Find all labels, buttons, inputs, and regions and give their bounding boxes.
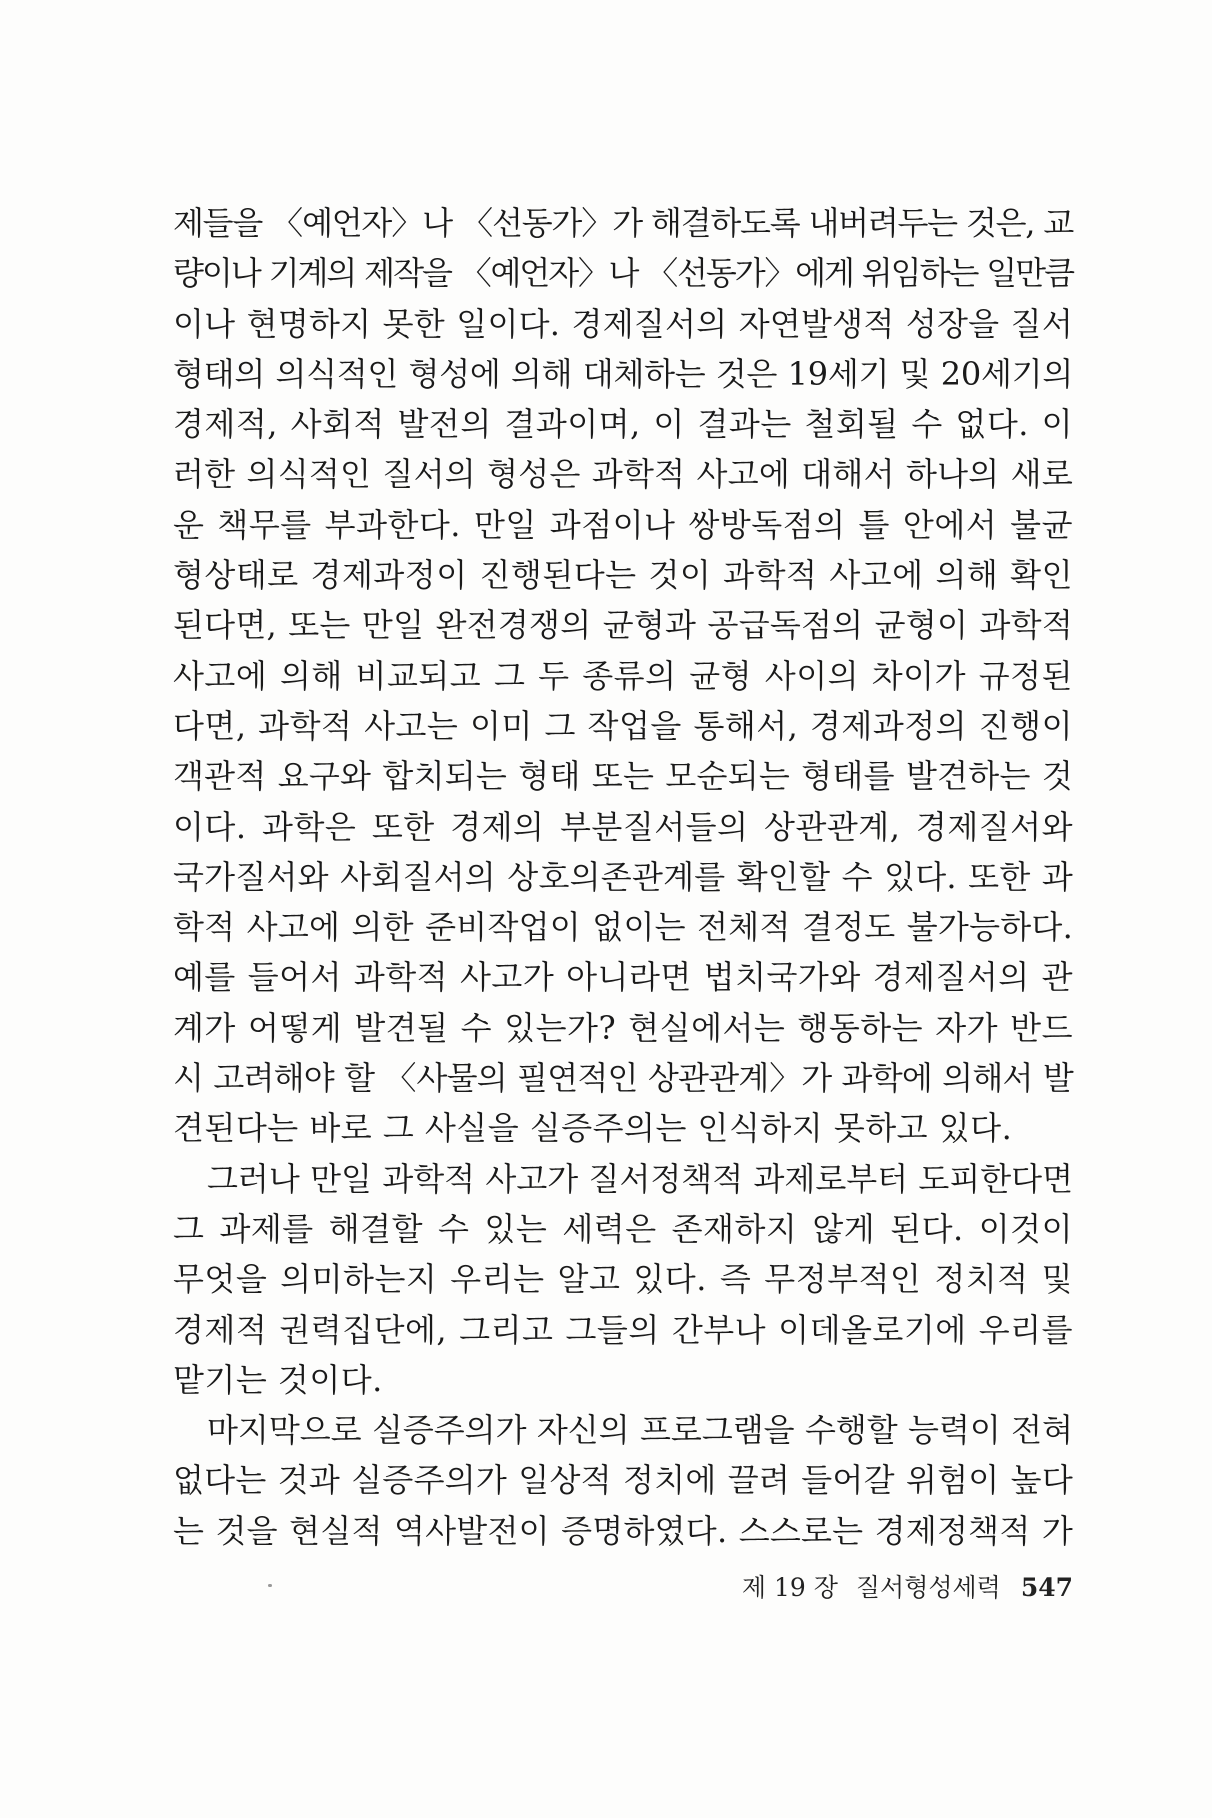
text-line: 이나 현명하지 못한 일이다. 경제질서의 자연발생적 성장을 질서 [173,304,1073,343]
paragraph-end-line: 견된다는 바로 그 사실을 실증주의는 인식하지 못하고 있다. [173,1109,1013,1148]
text-line: 없다는 것과 실증주의가 일상적 정치에 끌려 들어갈 위험이 높다 [173,1461,1073,1500]
paragraph-start-line: 마지막으로 실증주의가 자신의 프로그램을 수행할 능력이 전혀 [207,1411,1073,1450]
text-line: 제들을 〈예언자〉나 〈선동가〉가 해결하도록 내버려두는 것은, 교 [173,204,1073,242]
scan-speck [268,1584,272,1587]
text-line: 경제적 권력집단에, 그리고 그들의 간부나 이데올로기에 우리를 [173,1310,1073,1349]
text-line: 형상태로 경제과정이 진행된다는 것이 과학적 사고에 의해 확인 [173,556,1073,595]
page-number: 547 [1020,1573,1073,1602]
text-line: 국가질서와 사회질서의 상호의존관계를 확인할 수 있다. 또한 과 [173,857,1073,896]
running-footer [730,1568,1073,1608]
text-line: 다면, 과학적 사고는 이미 그 작업을 통해서, 경제과정의 진행이 [173,706,1073,745]
text-line: 된다면, 또는 만일 완전경쟁의 균형과 공급독점의 균형이 과학적 [173,606,1073,645]
paragraph-end-line: 맡기는 것이다. [173,1360,383,1399]
text-line: 사고에 의해 비교되고 그 두 종류의 균형 사이의 차이가 규정된 [173,656,1073,695]
text-line: 러한 의식적인 질서의 형성은 과학적 사고에 대해서 하나의 새로 [173,455,1073,494]
text-line: 객관적 요구와 합치되는 형태 또는 모순되는 형태를 발견하는 것 [173,757,1073,796]
text-line: 는 것을 현실적 역사발전이 증명하였다. 스스로는 경제정책적 가 [173,1511,1073,1550]
text-line: 학적 사고에 의한 준비작업이 없이는 전체적 결정도 불가능하다. [173,908,1073,947]
chapter-title: 질서형성세력 [855,1573,1001,1602]
text-line: 운 책무를 부과한다. 만일 과점이나 쌍방독점의 틀 안에서 불균 [173,505,1073,544]
text-line: 계가 어떻게 발견될 수 있는가? 현실에서는 행동하는 자가 반드 [173,1008,1073,1047]
text-line: 그 과제를 해결할 수 있는 세력은 존재하지 않게 된다. 이것이 [173,1209,1073,1248]
text-line: 시 고려해야 할 〈사물의 필연적인 상관관계〉가 과학에 의해서 발 [173,1059,1073,1098]
paragraph-start-line: 그러나 만일 과학적 사고가 질서정책적 과제로부터 도피한다면 [207,1159,1073,1198]
text-line: 경제적, 사회적 발전의 결과이며, 이 결과는 철회될 수 없다. 이 [173,405,1073,444]
text-line: 예를 들어서 과학적 사고가 아니라면 법치국가와 경제질서의 관 [173,958,1073,997]
text-line: 형태의 의식적인 형성에 의해 대체하는 것은 19세기 및 20세기의 [173,354,1073,393]
text-line: 이다. 과학은 또한 경제의 부분질서들의 상관관계, 경제질서와 [173,807,1073,846]
text-line: 량이나 기계의 제작을 〈예언자〉나 〈선동가〉에게 위임하는 일만큼 [173,254,1073,293]
chapter-label: 제 19 장 [741,1573,838,1602]
text-line: 무엇을 의미하는지 우리는 알고 있다. 즉 무정부적인 정치적 및 [173,1260,1073,1299]
body-text [173,198,1073,1556]
